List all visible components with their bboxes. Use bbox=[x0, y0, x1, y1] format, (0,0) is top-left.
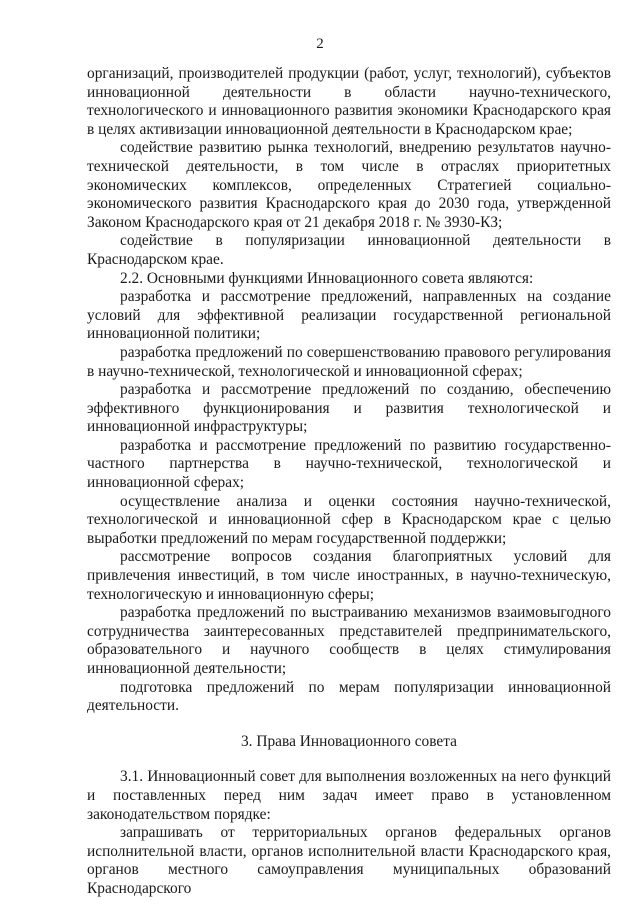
paragraph: 2.2. Основными функциями Инновационного совета являются: bbox=[120, 269, 534, 287]
page-number: 2 bbox=[316, 36, 324, 52]
paragraph: содействие в популяризации инновационной деятельности в Краснодарском крае. bbox=[87, 232, 611, 268]
paragraph: разработка и рассмотрение предложений, направленных на создание условий для эффективной реализации государственной региональной инновационной политики; bbox=[87, 288, 611, 343]
paragraph: осуществление анализа и оценки состояния научно-технической, технологической и инновационной сфер в Краснодарском крае с целью выработки предложений по мерам государственной поддержки; bbox=[87, 492, 611, 547]
paragraph: 3.1. Инновационный совет для выполнения возложенных на него функций и поставленных перед ним задач имеет право в установленном законодательством порядке: bbox=[87, 768, 611, 823]
paragraph: разработка предложений по выстраиванию механизмов взаимовыгодного сотрудничества заинтересованных представителей предпринимательского, образовательного и научного сообществ в целях стимулирования инновационной деятельности; bbox=[87, 604, 611, 677]
document-body bbox=[87, 65, 611, 899]
paragraph: содействие развитию рынка технологий, внедрению результатов научно-технической деятельности, в том числе в отраслях приоритетных экономических комплексов, определенных Стратегией социально-экономического развития Краснодарского края до 2030 года, утвержденной Законом Краснодарского края от 21 декабря 2018 г. № 3930-КЗ; bbox=[87, 139, 611, 231]
paragraph: подготовка предложений по мерам популяризации инновационной деятельности. bbox=[87, 678, 611, 715]
paragraph: организаций, производителей продукции (работ, услуг, технологий), субъектов инновационной деятельности в области научно-технического, технологического и инновационного развития экономики Краснодарского края в целях активизации инновационной деятельности в Краснодарском крае; bbox=[87, 65, 611, 138]
paragraph: рассмотрение вопросов создания благоприятных условий для привлечения инвестиций, в том числе иностранных, в научно-техническую, технологическую и инновационную сферы; bbox=[87, 548, 611, 603]
paragraph: разработка предложений по совершенствованию правового регулирования в научно-технической, технологической и инновационной сферах; bbox=[87, 343, 611, 380]
paragraph: разработка и рассмотрение предложений по созданию, обеспечению эффективного функционирования и развития технологической и инновационной инфраструктуры; bbox=[87, 381, 611, 436]
paragraph: разработка и рассмотрение предложений по развитию государственно-частного партнерства в научно-технической, технологической и инновационной сферах; bbox=[87, 436, 611, 492]
section-heading: 3. Права Инновационного совета bbox=[240, 732, 458, 750]
paragraph: запрашивать от территориальных органов федеральных органов исполнительной власти, органов исполнительной власти Краснодарского края, органов местного самоуправления муниципальных образований Краснодарского bbox=[87, 824, 611, 897]
